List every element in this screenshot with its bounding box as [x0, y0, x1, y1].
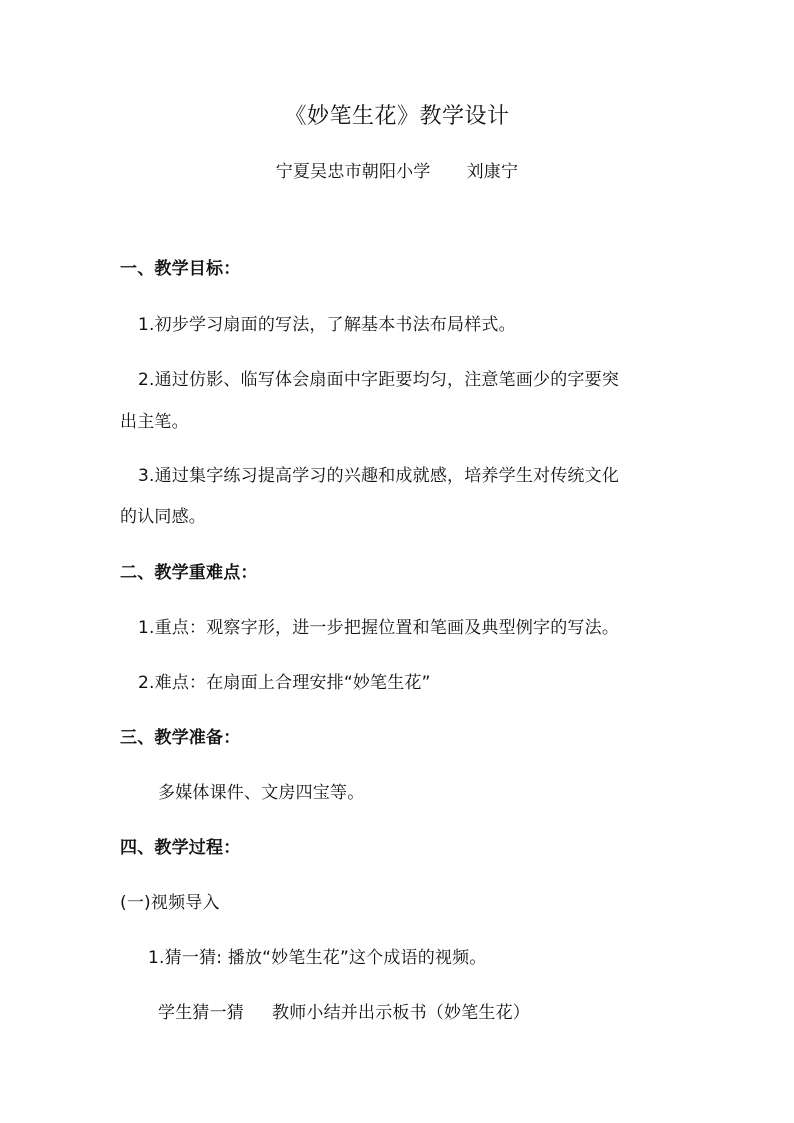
objective-item-1: 1.初步学习扇面的写法，了解基本书法布局样式。	[138, 315, 516, 335]
section-heading-key-points: 二、教学重难点：	[120, 563, 258, 583]
key-point-item-2: 2.难点：在扇面上合理安排“妙笔生花”	[138, 673, 431, 693]
objective-item-3-line-2: 的认同感。	[120, 507, 206, 527]
objective-item-2-line-2: 出主笔。	[120, 412, 189, 432]
objective-item-2-line-1: 2.通过仿影、临写体会扇面中字距要均匀，注意笔画少的字要突	[138, 370, 620, 390]
process-step-1-detail	[158, 1001, 530, 1025]
author-name: 刘康宁	[466, 162, 519, 182]
author-line	[0, 160, 794, 184]
section-heading-process: 四、教学过程：	[120, 838, 241, 858]
preparation-text: 多媒体课件、文房四宝等。	[158, 783, 365, 803]
process-step-1-student: 学生猜一猜	[158, 1003, 244, 1023]
key-point-item-1: 1.重点：观察字形，进一步把握位置和笔画及典型例字的写法。	[138, 618, 620, 638]
process-step-1: 1.猜一猜: 播放“妙笔生花”这个成语的视频。	[148, 948, 487, 968]
school-name: 宁夏吴忠市朝阳小学	[275, 162, 431, 182]
process-step-1-teacher: 教师小结并出示板书（妙笔生花）	[272, 1003, 530, 1023]
objective-item-3-line-1: 3.通过集字练习提高学习的兴趣和成就感，培养学生对传统文化	[138, 466, 620, 486]
document-title: 《妙笔生花》教学设计	[284, 104, 510, 129]
section-heading-objectives: 一、教学目标：	[120, 259, 241, 279]
process-subsection-1: (一)视频导入	[120, 893, 220, 913]
section-heading-preparation: 三、教学准备：	[120, 728, 241, 748]
